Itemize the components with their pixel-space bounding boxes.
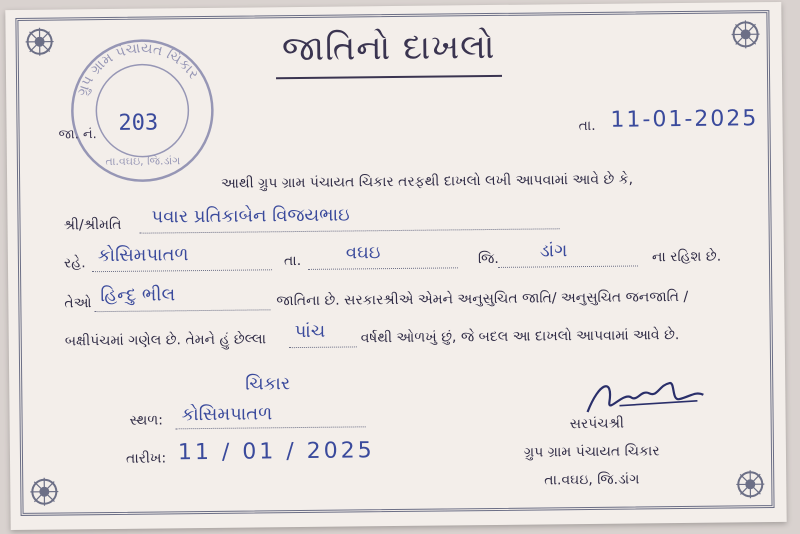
stamp-line-1: ગ્રુપ ગ્રામ પંચાયત ચિકાર <box>523 443 660 461</box>
corner-ornament-icon <box>733 467 767 501</box>
issue-date-label: તારીખ: <box>125 450 167 467</box>
signature-icon <box>579 371 710 422</box>
corner-ornament-icon <box>27 475 61 509</box>
years-value: પાંચ <box>294 320 326 343</box>
district-label: જિ. <box>477 250 499 268</box>
statement-suffix: વર્ષથી ઓળખું છું, જે બદલ આ દાખલો આપવામાં આવે છે. <box>360 327 680 347</box>
caste-value: હિન્દુ ભીલ <box>100 284 176 307</box>
date-label: તા. <box>578 117 596 135</box>
svg-text:ગ્રુપ ગ્રામ પંચાયત ચિકાર: ગ્રુપ ગ્રામ પંચાયત ચિકાર <box>74 40 202 99</box>
certificate-title: જાતિનો દાખલો <box>281 26 496 70</box>
place-label: સ્થળ: <box>129 412 164 429</box>
taluka-value: વઘઇ <box>345 242 381 264</box>
stamp-line-2: તા.વઘઇ, જિ.ડાંગ <box>544 471 640 489</box>
intro-text: આથી ગ્રુપ ગ્રામ પંચાયત ચિકાર તરફથી દાખલો લખી આપવામાં આવે છે કે, <box>221 171 634 192</box>
certificate-paper <box>5 2 786 530</box>
caste-suffix: જાતિના છે. સરકારશ્રીએ એમને અનુસુચિત જાતિ/ અનુસુચિત જનજાતિ / <box>276 288 689 310</box>
issue-date-value: 11 / 01 / 2025 <box>177 438 375 466</box>
taluka-label: તા. <box>283 252 302 270</box>
corner-ornament-icon <box>728 17 762 51</box>
serial-number: 203 <box>118 110 159 136</box>
name-label: શ્રી/શ્રીમતિ <box>63 216 122 234</box>
name-value: પવાર પ્રતિકાબેન વિજયભાઇ <box>151 204 350 228</box>
residence-label: રહે. <box>63 255 86 272</box>
district-value: ડાંગ <box>539 240 568 262</box>
caste-prefix: તેઓ <box>64 295 92 312</box>
statement-prefix: બક્ષીપંચમાં ગણેલ છે. તેમને હું છેલ્લા <box>64 331 267 350</box>
corner-ornament-icon <box>22 25 56 59</box>
date-value: 11-01-2025 <box>610 106 759 133</box>
place-value: કોસિમપાતળ <box>181 403 273 426</box>
residence-suffix: ના રહિશ છે. <box>651 248 722 266</box>
sarpanch-label: સરપંચશ્રી <box>569 415 625 433</box>
place-handwritten-above: ચિકાર <box>245 373 291 395</box>
svg-text:તા.વઘઇ, જિ.ડાંગ: તા.વઘઇ, જિ.ડાંગ <box>105 154 181 169</box>
village-value: કોસિમપાતળ <box>97 244 189 267</box>
serial-label: જા. નં. <box>58 127 97 143</box>
